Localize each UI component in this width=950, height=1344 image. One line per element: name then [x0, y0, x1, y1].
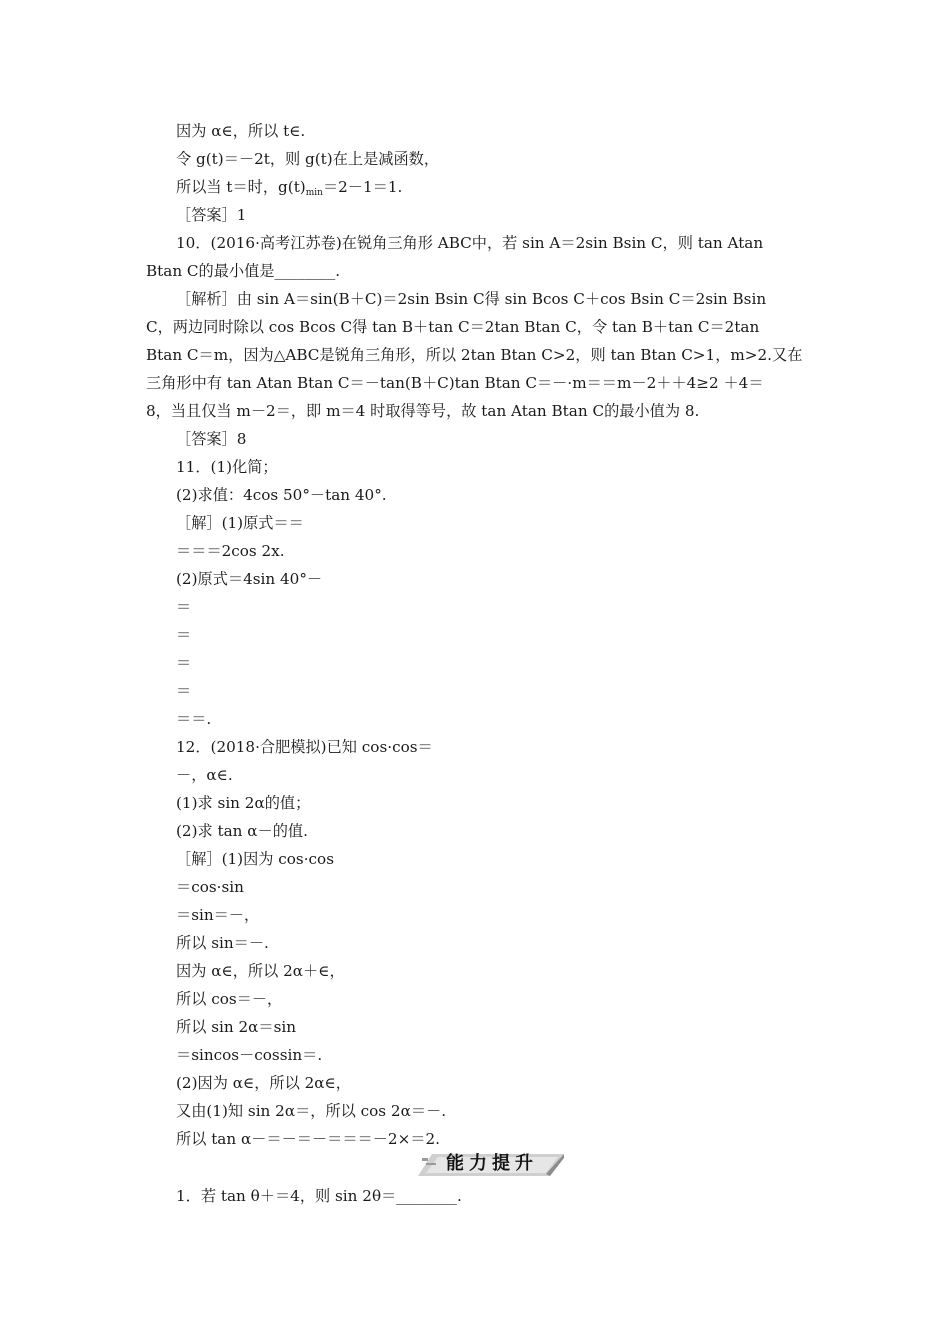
solution-line: ［解］(1)原式＝＝: [176, 514, 304, 532]
exercise-question: 1．若 tan θ＋＝4，则 sin 2θ＝________.: [176, 1187, 462, 1205]
analysis-line: C，两边同时除以 cos Bcos C得 tan B＋tan C＝2tan Btan C，令 tan B＋tan C＝2tan: [146, 318, 760, 336]
problem-10-line: 10．(2016·高考江苏卷)在锐角三角形 ABC中，若 sin A＝2sin Bsin C，则 tan Atan: [176, 234, 764, 252]
solution-line: 所以 tan α－＝－＝－＝＝＝－2×＝2.: [176, 1130, 440, 1148]
solution-line: 因为 α∈，所以 2α＋∈，: [176, 962, 345, 980]
solution-line: (2)原式＝4sin 40°－: [176, 570, 323, 588]
problem-12-line: －，α∈.: [176, 766, 233, 784]
problem-12-line: 12．(2018·合肥模拟)已知 cos·cos＝: [176, 738, 433, 756]
solution-line: (2)因为 α∈，所以 2α∈，: [176, 1074, 351, 1092]
problem-10-line: Btan C的最小值是________.: [146, 262, 341, 280]
solution-line: ＝: [176, 626, 192, 644]
problem-11-line: (2)求值：4cos 50°－tan 40°.: [176, 486, 387, 504]
analysis-line: ［解析］由 sin A＝sin(B＋C)＝2sin Bsin C得 sin Bcos C＋cos Bsin C＝2sin Bsin: [176, 290, 767, 308]
text-span: 令 g(t)＝－2t，则 g(t)在上是减函数，: [176, 150, 440, 168]
solution-line: 所以 cos＝－，: [176, 990, 283, 1008]
analysis-line: 三角形中有 tan Atan Btan C＝－tan(B＋C)tan Btan C＝－·m＝＝m－2＋＋4≥2 ＋4＝: [146, 374, 764, 392]
problem-11-line: 11．(1)化简；: [176, 458, 278, 476]
solution-line: ＝cos·sin: [176, 878, 244, 896]
section-title: 能力提升: [446, 1153, 538, 1174]
solution-line: ＝sin＝－，: [176, 906, 260, 924]
solution-line: 又由(1)知 sin 2α＝，所以 cos 2α＝－.: [176, 1102, 447, 1120]
solution-line: ＝: [176, 682, 192, 700]
text-line: 因为 α∈，所以 t∈.: [176, 122, 306, 140]
solution-line: ＝＝＝2cos 2x.: [176, 542, 285, 560]
solution-line: ＝: [176, 598, 192, 616]
problem-12-line: (2)求 tan α－的值.: [176, 822, 308, 840]
solution-line: ＝sincos－cossin＝.: [176, 1046, 323, 1064]
problem-12-line: (1)求 sin 2α的值；: [176, 794, 311, 812]
solution-line: ＝＝.: [176, 710, 212, 728]
solution-line: 所以 sin＝－.: [176, 934, 269, 952]
answer-label: ［答案］8: [176, 430, 247, 448]
text-line: [176, 177, 402, 203]
analysis-line: 8，当且仅当 m－2＝，即 m＝4 时取得等号，故 tan Atan Btan C的最小值为 8.: [146, 402, 700, 420]
analysis-line: Btan C＝m，因为△ABC是锐角三角形，所以 2tan Btan C>2，则 tan Btan C>1，m>2.又在: [146, 346, 803, 364]
solution-line: 所以 sin 2α＝sin: [176, 1018, 297, 1036]
subscript-min: min: [305, 188, 323, 198]
text-span: ＝2－1＝1.: [322, 178, 403, 196]
text-line: [176, 149, 439, 169]
solution-line: ＝: [176, 654, 192, 672]
section-banner: [418, 1150, 564, 1178]
solution-line: ［解］(1)因为 cos·cos: [176, 850, 334, 868]
text-span: 所以当 t＝时，g(t): [176, 178, 306, 196]
answer-label: ［答案］1: [176, 206, 247, 224]
